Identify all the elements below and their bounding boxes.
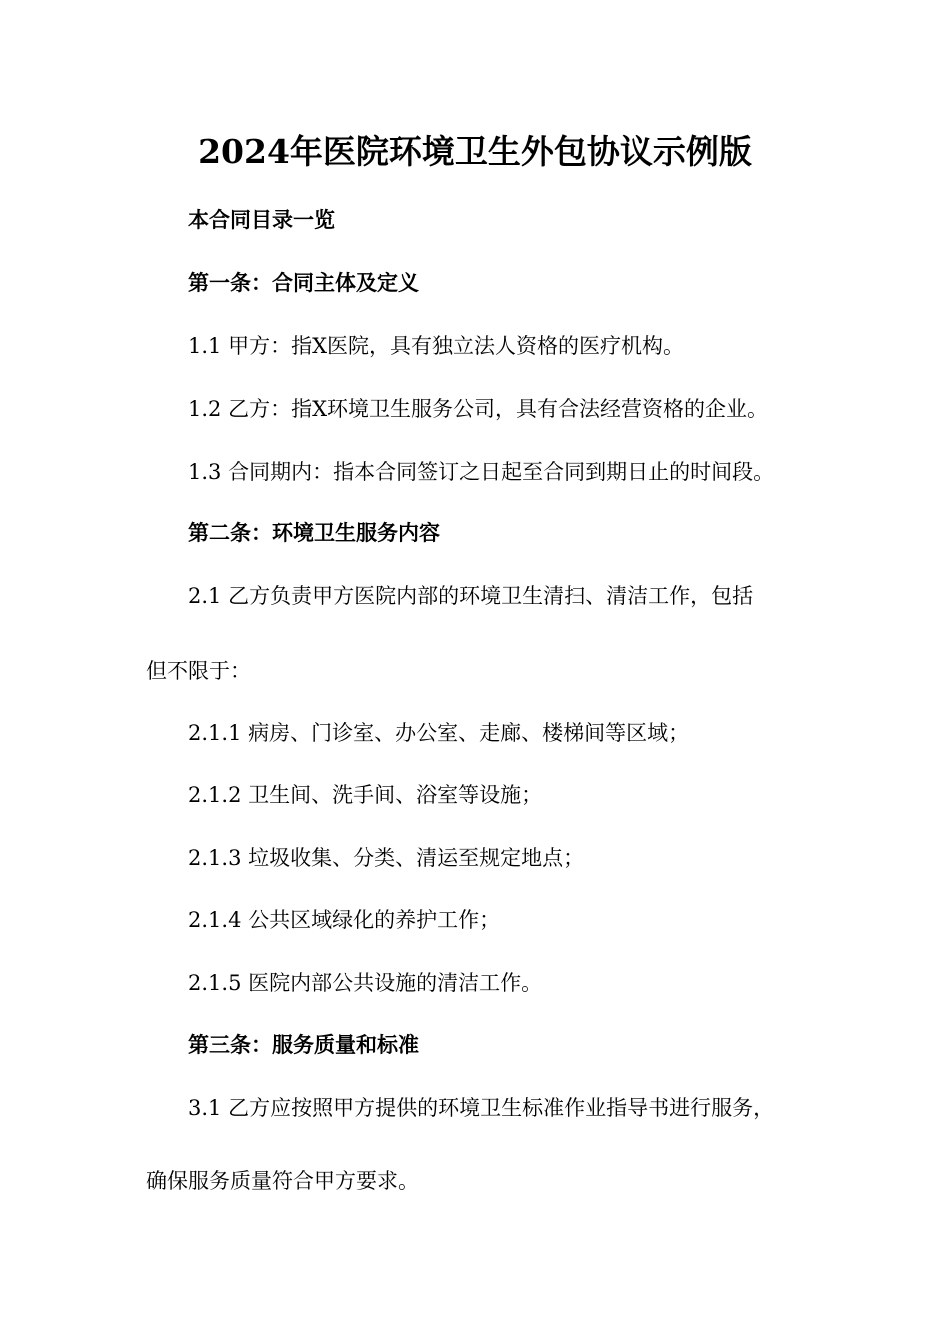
- clause-1-1: 1.1 甲方：指X医院，具有独立法人资格的医疗机构。: [188, 334, 685, 358]
- clause-2-1-2: 2.1.2 卫生间、洗手间、浴室等设施；: [188, 783, 543, 807]
- clause-2-1-4: 2.1.4 公共区域绿化的养护工作；: [188, 908, 501, 932]
- clause-2-1-line1: 2.1 乙方负责甲方医院内部的环境卫生清扫、清洁工作，包括: [188, 584, 754, 608]
- clause-1-3: 1.3 合同期内：指本合同签订之日起至合同到期日止的时间段。: [188, 460, 775, 484]
- clause-3-1-line2: 确保服务质量符合甲方要求。: [146, 1169, 419, 1193]
- clause-2-1-1: 2.1.1 病房、门诊室、办公室、走廊、楼梯间等区域；: [188, 721, 690, 745]
- clause-2-1-5: 2.1.5 医院内部公共设施的清洁工作。: [188, 971, 543, 995]
- document-title: 2024年医院环境卫生外包协议示例版: [198, 132, 752, 171]
- clause-2-1-3: 2.1.3 垃圾收集、分类、清运至规定地点；: [188, 846, 585, 870]
- toc-heading: 本合同目录一览: [188, 207, 335, 232]
- clause-1-2: 1.2 乙方：指X环境卫生服务公司，具有合法经营资格的企业。: [188, 397, 769, 421]
- clause-2-1-line2: 但不限于：: [146, 659, 251, 683]
- section-heading-3: 第三条：服务质量和标准: [188, 1032, 419, 1057]
- section-heading-1: 第一条：合同主体及定义: [188, 270, 419, 295]
- section-heading-2: 第二条：环境卫生服务内容: [188, 520, 440, 545]
- clause-3-1-line1: 3.1 乙方应按照甲方提供的环境卫生标准作业指导书进行服务，: [188, 1096, 775, 1120]
